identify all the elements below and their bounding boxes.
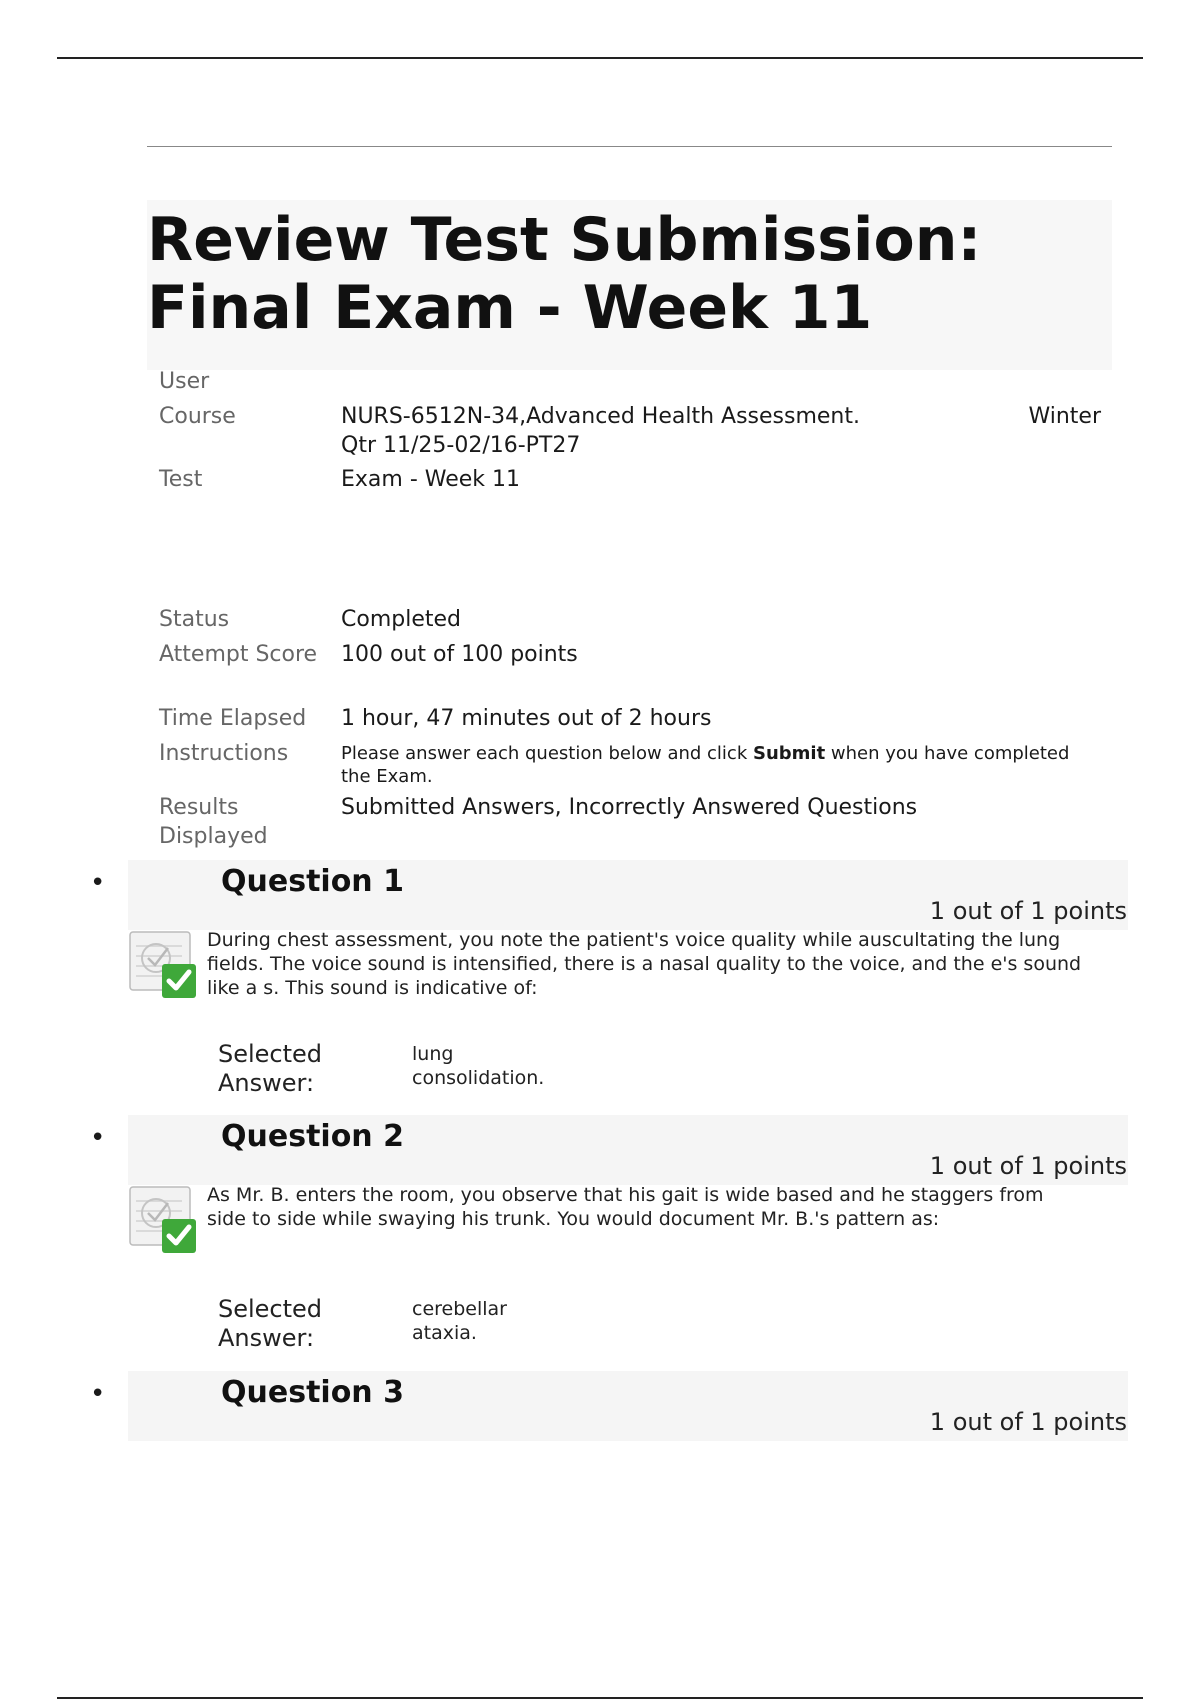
question-text: During chest assessment, you note the patient's voice quality while auscultating the lung fields. The voice sound is intensified, there is a nasal quality to the voice, and the e's sound like a s. This sound is indicative of:: [207, 929, 1082, 999]
question-3: [80, 1371, 1130, 1446]
results-displayed-label: Results Displayed: [159, 795, 268, 849]
time-elapsed-value: 1 hour, 47 minutes out of 2 hours: [341, 706, 712, 731]
header-divider: [147, 146, 1112, 147]
course-value-line1: NURS-6512N-34,Advanced Health Assessment.: [341, 404, 860, 429]
time-elapsed-label: Time Elapsed: [159, 706, 307, 731]
selected-answer-value: cerebellar ataxia.: [412, 1298, 507, 1344]
instructions-label: Instructions: [159, 741, 289, 766]
user-label: User: [159, 369, 210, 394]
question-title: Question 3: [221, 1375, 404, 1410]
page-bottom-rule: [57, 1697, 1143, 1699]
page-top-rule: [57, 57, 1143, 59]
list-bullet: •: [90, 1379, 106, 1409]
course-label: Course: [159, 404, 236, 429]
page-title-block: [147, 200, 1112, 370]
correct-check-icon: [128, 930, 198, 1000]
course-term: Winter: [1028, 404, 1101, 429]
attempt-score-value: 100 out of 100 points: [341, 642, 578, 667]
question-2: [80, 1115, 1130, 1355]
question-text: As Mr. B. enters the room, you observe that his gait is wide based and he staggers from side to side while swaying his trunk. You would document Mr. B.'s pattern as:: [207, 1184, 1044, 1230]
question-points: 1 out of 1 points: [929, 897, 1127, 925]
status-value: Completed: [341, 607, 461, 632]
question-points: 1 out of 1 points: [929, 1152, 1127, 1180]
question-1: [80, 860, 1130, 1100]
instructions-submit: Submit: [752, 743, 826, 764]
selected-answer-label: Selected Answer:: [218, 1295, 323, 1352]
list-bullet: •: [90, 868, 106, 898]
instructions-text: Please answer each question below and click: [341, 743, 753, 764]
instructions-text-end: when you have completed the Exam.: [341, 743, 1070, 787]
page-title: Review Test Submission: Final Exam - Week 11: [147, 205, 982, 343]
instructions-value: [341, 742, 1101, 788]
selected-answer-value: lung consolidation.: [412, 1043, 545, 1089]
list-bullet: •: [90, 1123, 106, 1153]
course-value: [341, 402, 1101, 460]
results-displayed-value: Submitted Answers, Incorrectly Answered Questions: [341, 795, 918, 820]
question-title: Question 1: [221, 864, 404, 899]
question-title: Question 2: [221, 1119, 404, 1154]
test-label: Test: [159, 467, 203, 492]
selected-answer-label: Selected Answer:: [218, 1040, 323, 1097]
question-points: 1 out of 1 points: [929, 1408, 1127, 1436]
attempt-score-label: Attempt Score: [159, 642, 318, 667]
test-value: Exam - Week 11: [341, 467, 521, 492]
status-label: Status: [159, 607, 230, 632]
correct-check-icon: [128, 1185, 198, 1255]
course-value-line2: Qtr 11/25-02/16-PT27: [341, 433, 581, 458]
